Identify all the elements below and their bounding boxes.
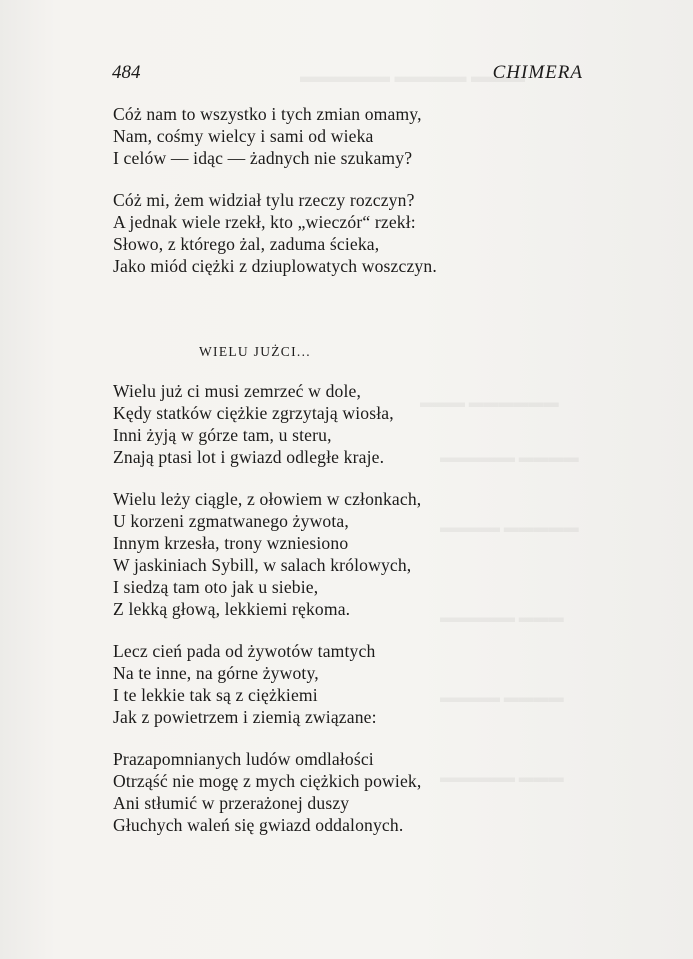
verse-line: Słowo, z którego żal, zaduma ścieka,	[113, 234, 380, 254]
verse-line: Kędy statków ciężkie zgrzytają wiosła,	[113, 403, 394, 423]
verse-line: Cóż nam to wszystko i tych zmian omamy,	[113, 104, 422, 124]
bleed-through-text: ▬▬▬ ▬▬▬▬ ▬▬▬▬▬	[300, 66, 525, 86]
bleed-through-text: ▬▬▬▬▬ ▬▬▬▬	[440, 520, 579, 536]
verse-line: Wielu już ci musi zemrzeć w dole,	[113, 381, 362, 401]
verse-line: Głuchych waleń się gwiazd oddalonych.	[113, 815, 404, 835]
verse-line: Z lekką głową, lekkiemi rękoma.	[113, 599, 351, 619]
verse-line: Na te inne, na górne żywoty,	[113, 663, 319, 683]
verse-line: Otrząść nie mogę z mych ciężkich powiek,	[113, 771, 422, 791]
verse-line: W jaskiniach Sybill, w salach królowych,	[113, 555, 412, 575]
bleed-through-text: ▬▬▬ ▬▬▬▬▬	[440, 770, 564, 786]
verse-line: Wielu leży ciągle, z ołowiem w członkach,	[113, 489, 422, 509]
verse-line: U korzeni zgmatwanego żywota,	[113, 511, 349, 531]
verse-line: Inni żyją w górze tam, u steru,	[113, 425, 332, 445]
verse-line: Znają ptasi lot i gwiazd odległe kraje.	[113, 447, 385, 467]
verse-line: Innym krzesła, trony wzniesiono	[113, 533, 349, 553]
verse-line: Nam, cośmy wielcy i sami od wieka	[113, 126, 374, 146]
journal-title: CHIMERA	[492, 62, 583, 83]
verse-line: Cóż mi, żem widział tylu rzeczy rozczyn?	[113, 190, 415, 210]
verse-line: I siedzą tam oto jak u siebie,	[113, 577, 319, 597]
verse-line: Ani stłumić w przerażonej duszy	[113, 793, 350, 813]
running-head	[112, 62, 583, 86]
verse-line: A jednak wiele rzekł, kto „wieczór“ rzekł:	[113, 212, 416, 232]
poem-title: WIELU JUŻCI...	[199, 344, 311, 359]
bleed-through-text: ▬▬▬▬▬▬ ▬▬▬	[420, 395, 559, 411]
verse-line: I celów — idąc — żadnych nie szukamy?	[113, 148, 413, 168]
bleed-through-text: ▬▬▬ ▬▬▬▬▬	[440, 610, 564, 626]
verse-line: I te lekkie tak są z ciężkiemi	[113, 685, 318, 705]
verse-line: Jak z powietrzem i ziemią związane:	[113, 707, 377, 727]
bleed-through-text: ▬▬▬▬ ▬▬▬▬▬	[440, 450, 579, 466]
verse-line: Lecz cień pada od żywotów tamtych	[113, 641, 376, 661]
page-number: 484	[112, 62, 141, 83]
verse-line: Prazapomnianych ludów omdlałości	[113, 749, 374, 769]
bleed-through-text: ▬▬▬▬ ▬▬▬▬	[440, 690, 564, 706]
verse-line: Jako miód ciężki z dziuplowatych woszczyn.	[113, 256, 437, 276]
